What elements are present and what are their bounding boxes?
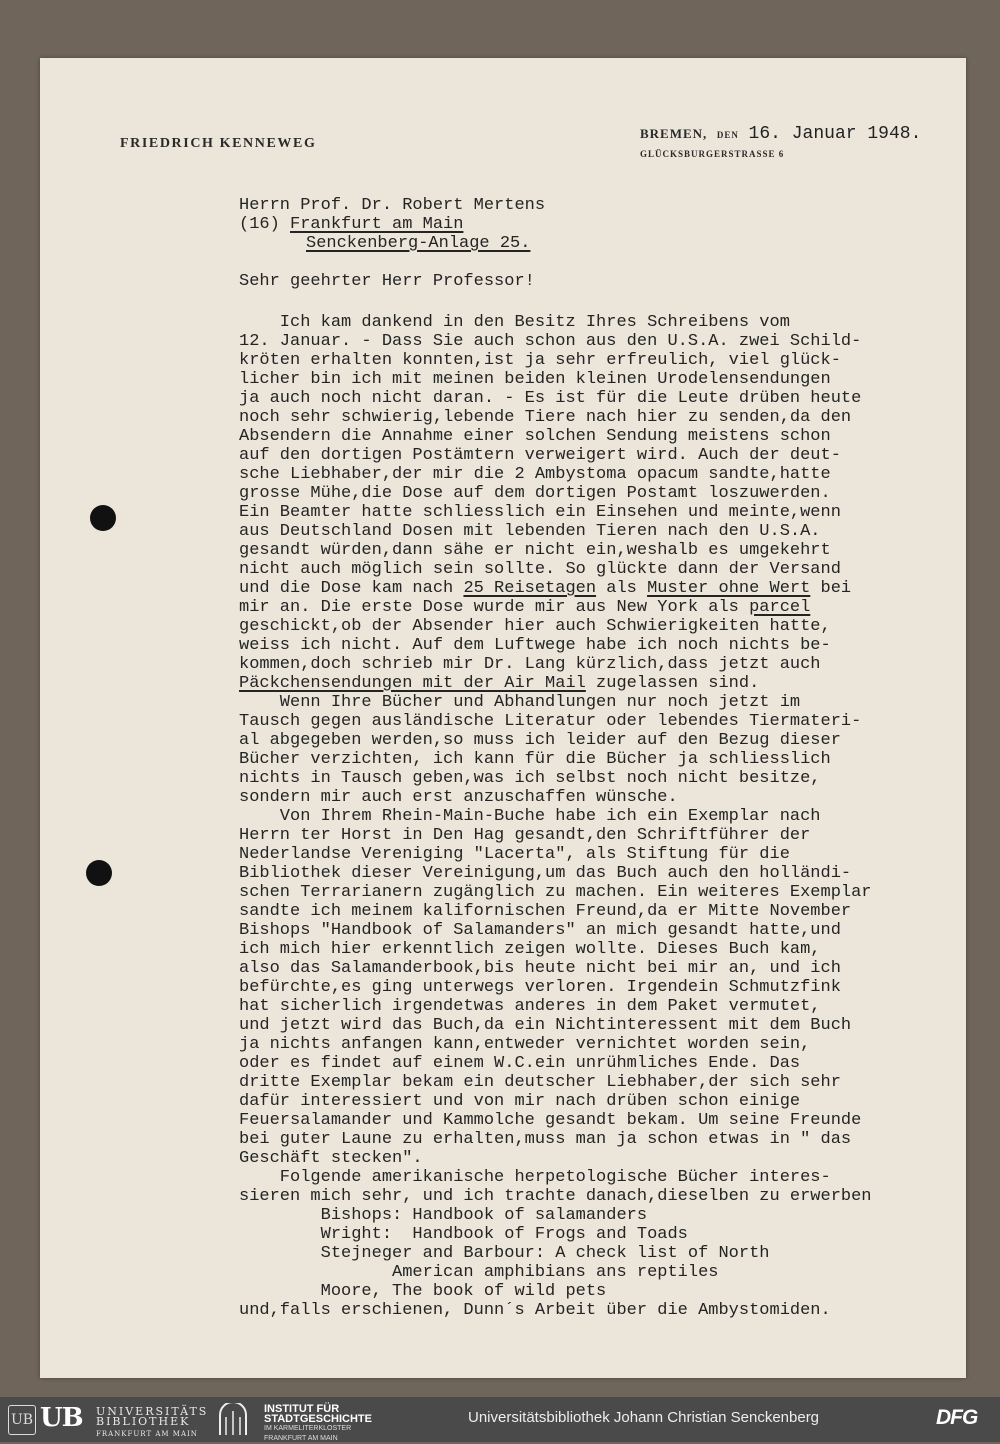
body-line: bei guter Laune zu erhalten,muss man ja schon etwas in " das [239, 1130, 852, 1149]
body-line: al abgegeben werden,so muss ich leider auf den Bezug dieser [239, 731, 841, 750]
ub-logo: UB [40, 1403, 83, 1433]
letterhead-city: BREMEN, [640, 126, 708, 141]
address-line [239, 215, 463, 234]
body-line: 12. Januar. - Dass Sie auch schon aus den U.S.A. zwei Schild- [239, 332, 862, 351]
punch-hole-top [90, 505, 116, 531]
body-line: oder es findet auf einem W.C.ein unrühmliches Ende. Das [239, 1054, 801, 1073]
ub-logo-text: UNIVERSITÄTS BIBLIOTHEK FRANKFURT AM MAIN [96, 1405, 209, 1438]
body-line: Feuersalamander und Kammolche gesandt bekam. Um seine Freunde [239, 1111, 862, 1130]
footer-bar [0, 1397, 1000, 1442]
address-street: Senckenberg-Anlage 25. [306, 234, 531, 253]
body-line: nichts in Tausch geben,was ich selbst noch nicht besitze, [239, 769, 821, 788]
body-line: und jetzt wird das Buch,da ein Nichtinteressent mit dem Buch [239, 1016, 852, 1035]
book-list-item: Moore, The book of wild pets [239, 1282, 607, 1301]
body-line: grosse Mühe,die Dose auf dem dortigen Postamt loszuwerden. [239, 484, 831, 503]
body-line: nicht auch möglich sein sollte. So glückte dann der Versand [239, 560, 841, 579]
book-list-item: Stejneger and Barbour: A check list of North [239, 1244, 770, 1263]
underlined-travel-days: 25 Reisetagen [463, 579, 597, 598]
body-line: ich mich hier erkenntlich zeigen wollte. Dieses Buch kam, [239, 940, 821, 959]
body-line: ja nichts anfangen kann,entweder vernichtet worden sein, [239, 1035, 811, 1054]
address-line: Herrn Prof. Dr. Robert Mertens [239, 196, 546, 215]
letterhead-street: GLÜCKSBURGERSTRASSE 6 [640, 149, 785, 159]
body-line: kommen,doch schrieb mir Dr. Lang kürzlich,dass jetzt auch [239, 655, 821, 674]
footer-library-name: Universitätsbibliothek Johann Christian Senckenberg [468, 1409, 820, 1426]
book-list-item: Wright: Handbook of Frogs and Toads [239, 1225, 688, 1244]
body-line: Wenn Ihre Bücher und Abhandlungen nur noch jetzt im [239, 693, 801, 712]
book-list-item: American amphibians ans reptiles [239, 1263, 719, 1282]
body-line: dafür interessiert und von mir nach drüben schon einige [239, 1092, 801, 1111]
body-line: Nederlandse Vereniging "Lacerta", als Stiftung für die [239, 845, 790, 864]
letterhead-den: DEN [716, 130, 739, 140]
punch-hole-bottom [86, 860, 112, 886]
body-line: also das Salamanderbook,bis heute nicht bei mir an, und ich [239, 959, 841, 978]
body-line: kröten erhalten konnten,ist ja sehr erfreulich, viel glück- [239, 351, 841, 370]
body-line: aus Deutschland Dosen mit lebenden Tieren nach den U.S.A. [239, 522, 821, 541]
body-line: weiss ich nicht. Auf dem Luftwege habe ich noch nichts be- [239, 636, 831, 655]
body-line: Ich kam dankend in den Besitz Ihres Schreibens vom [239, 313, 790, 332]
underlined-air-mail: Päckchensendungen mit der Air Mail [239, 674, 586, 693]
body-line: Päckchensendungen mit der Air Mail zugelassen sind. [239, 674, 760, 693]
body-line: und,falls erschienen, Dunn´s Arbeit über die Ambystomiden. [239, 1301, 831, 1320]
letterhead-name: FRIEDRICH KENNEWEG [120, 136, 317, 151]
body-line: befürchte,es ging unterwegs verloren. Irgendein Schmutzfink [239, 978, 841, 997]
book-list-item: Bishops: Handbook of salamanders [239, 1206, 648, 1225]
body-line: Folgende amerikanische herpetologische Bücher interes- [239, 1168, 831, 1187]
body-line: Herrn ter Horst in Den Hag gesandt,den Schriftführer der [239, 826, 811, 845]
body-line: Geschäft stecken". [239, 1149, 423, 1168]
body-line: sieren mich sehr, und ich trachte danach,dieselben zu erwerben [239, 1187, 872, 1206]
institute-logo-text: INSTITUT FÜR STADTGESCHICHTE IM KARMELITERKLOSTER FRANKFURT AM MAIN [264, 1403, 372, 1442]
body-line: sandte ich meinem kalifornischen Freund,da er Mitte November [239, 902, 852, 921]
body-line: schen Terrarianern zugänglich zu machen. Ein weiteres Exemplar [239, 883, 872, 902]
body-line: Ein Beamter hatte schliesslich ein Einsehen und meinte,wenn [239, 503, 841, 522]
dfg-logo: DFG [936, 1406, 978, 1429]
body-line: auf den dortigen Postämtern verweigert wird. Auch der deut- [239, 446, 841, 465]
body-line: noch sehr schwierig,lebende Tiere nach hier zu senden,da den [239, 408, 852, 427]
letterhead-date [640, 124, 921, 144]
body-line: gesandt würden,dann sähe er nicht ein,weshalb es umgekehrt [239, 541, 831, 560]
ub-seal-icon: UB [8, 1405, 36, 1435]
body-line: Bücher verzichten, ich kann für die Bücher ja schliesslich [239, 750, 831, 769]
body-line: ja auch noch nicht daran. - Es ist für die Leute drüben heute [239, 389, 862, 408]
address-city: Frankfurt am Main [290, 215, 464, 234]
letter-date: 16. Januar 1948. [748, 124, 922, 144]
body-line: dritte Exemplar bekam ein deutscher Liebhaber,der sich sehr [239, 1073, 841, 1092]
salutation: Sehr geehrter Herr Professor! [239, 272, 535, 291]
address-zone: (16) [239, 215, 280, 234]
body-line: Tausch gegen ausländische Literatur oder lebendes Tiermateri- [239, 712, 862, 731]
body-line: hat sicherlich irgendetwas anderes in dem Paket vermutet, [239, 997, 821, 1016]
address-line [306, 234, 530, 253]
body-line: Von Ihrem Rhein-Main-Buche habe ich ein Exemplar nach [239, 807, 821, 826]
body-line: sche Liebhaber,der mir die 2 Ambystoma opacum sandte,hatte [239, 465, 831, 484]
underlined-parcel: parcel [749, 598, 811, 617]
body-line: und die Dose kam nach 25 Reisetagen als Muster ohne Wert bei [239, 579, 852, 598]
body-line: Absendern die Annahme einer solchen Sendung meistens schon [239, 427, 831, 446]
body-line: licher bin ich mit meinen beiden kleinen Urodelensendungen [239, 370, 831, 389]
body-line: mir an. Die erste Dose wurde mir aus New York als parcel [239, 598, 811, 617]
body-line: Bishops "Handbook of Salamanders" an mich gesandt hatte,und [239, 921, 841, 940]
underlined-sample-no-value: Muster ohne Wert [647, 579, 811, 598]
body-line: geschickt,ob der Absender hier auch Schwierigkeiten hatte, [239, 617, 831, 636]
body-line: sondern mir auch erst anzuschaffen wünsche. [239, 788, 678, 807]
body-line: Bibliothek dieser Vereinigung,um das Buch auch den holländi- [239, 864, 852, 883]
institute-arch-icon [218, 1403, 248, 1435]
